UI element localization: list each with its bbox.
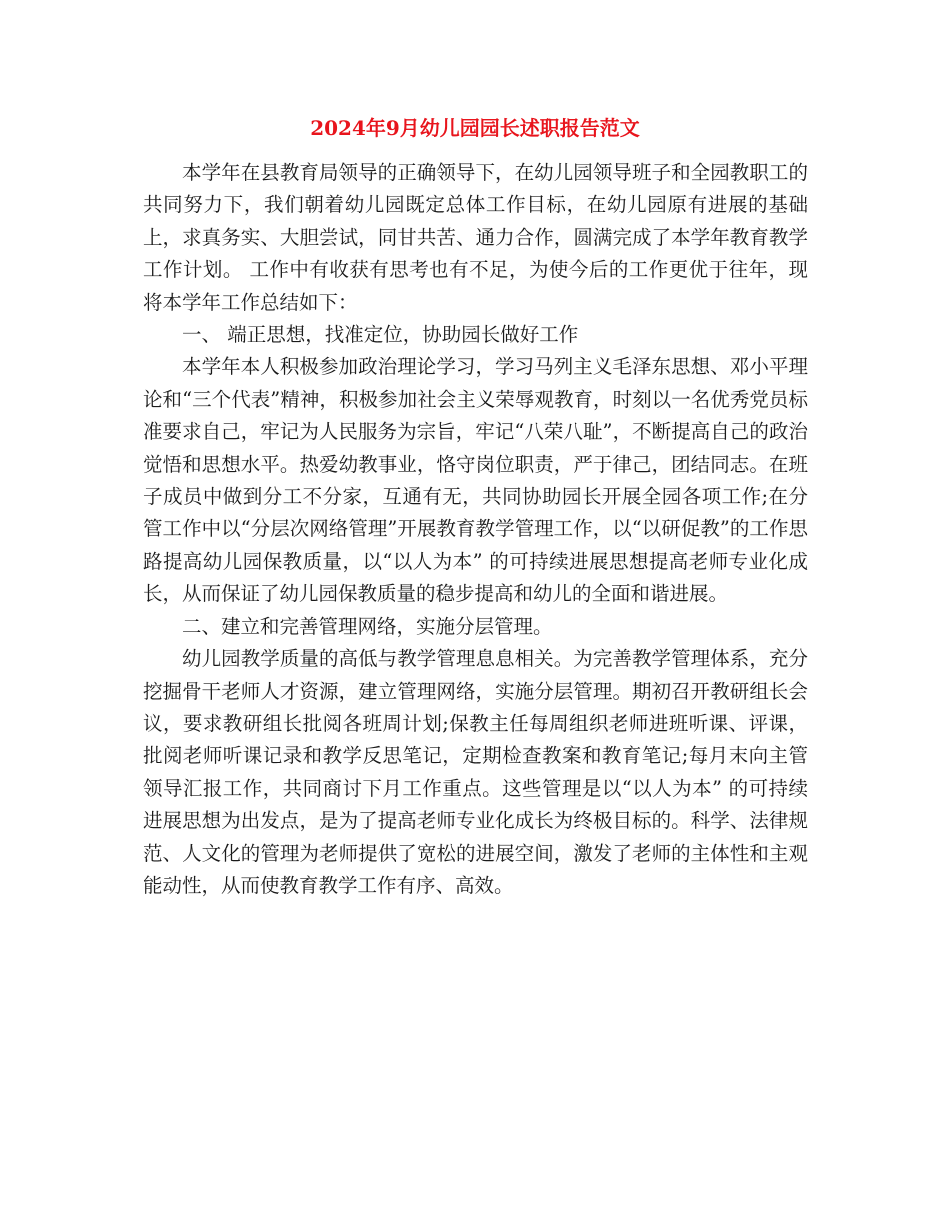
section-heading-2: 二、建立和完善管理网络，实施分层管理。 — [182, 614, 553, 638]
paragraph-section-2: 幼儿园教学质量的高低与教学管理息息相关。为完善教学管理体系，充分挖掘骨干老师人才资源，建立管理网络，实施分层管理。期初召开教研组长会议，要求教研组长批阅各班周计划;保教主任每周组织老师进班听课、评课，批阅老师听课记录和教学反思笔记，定期检查教案和教育笔记;每月末向主管领导汇报工作，共同商讨下月工作重点。这些管理是以“以人为本” 的可持续进展思想为出发点，是为了提高老师专业化成长为终极目标的。科学、法律规范、人文化的管理为老师提供了宽松的进展空间，激发了老师的主体性和主观能动性，从而使教育教学工作有序、高效。 — [143, 647, 808, 897]
paragraph-section-1: 本学年本人积极参加政治理论学习，学习马列主义毛泽东思想、邓小平理论和“三个代表”精神，积极参加社会主义荣辱观教育，时刻以一名优秀党员标准要求自己，牢记为人民服务为宗旨，牢记“八荣八耻”，不断提高自己的政治觉悟和思想水平。热爱幼教事业，恪守岗位职责，严于律己，团结同志。在班子成员中做到分工不分家，互通有无，共同协助园长开展全园各项工作;在分管工作中以“分层次网络管理”开展教育教学管理工作，以“以研促教”的工作思路提高幼儿园保教质量，以“以人为本” 的可持续进展思想提高老师专业化成长，从而保证了幼儿园保教质量的稳步提高和幼儿的全面和谐进展。 — [143, 355, 808, 606]
paragraph-intro: 本学年在县教育局领导的正确领导下，在幼儿园领导班子和全园教职工的共同努力下，我们朝着幼儿园既定总体工作目标，在幼儿园原有进展的基础上，求真务实、大胆尝试，同甘共苦、通力合作，圆满完成了本学年教育教学工作计划。 工作中有收获有思考也有不足，为使今后的工作更优于往年，现将本学年工作总结如下： — [143, 161, 808, 314]
document-title: 2024年9月幼儿园园长述职报告范文 — [310, 116, 640, 140]
section-heading-1: 一、 端正思想，找准定位，协助园长做好工作 — [182, 323, 579, 347]
document-body — [143, 157, 808, 902]
